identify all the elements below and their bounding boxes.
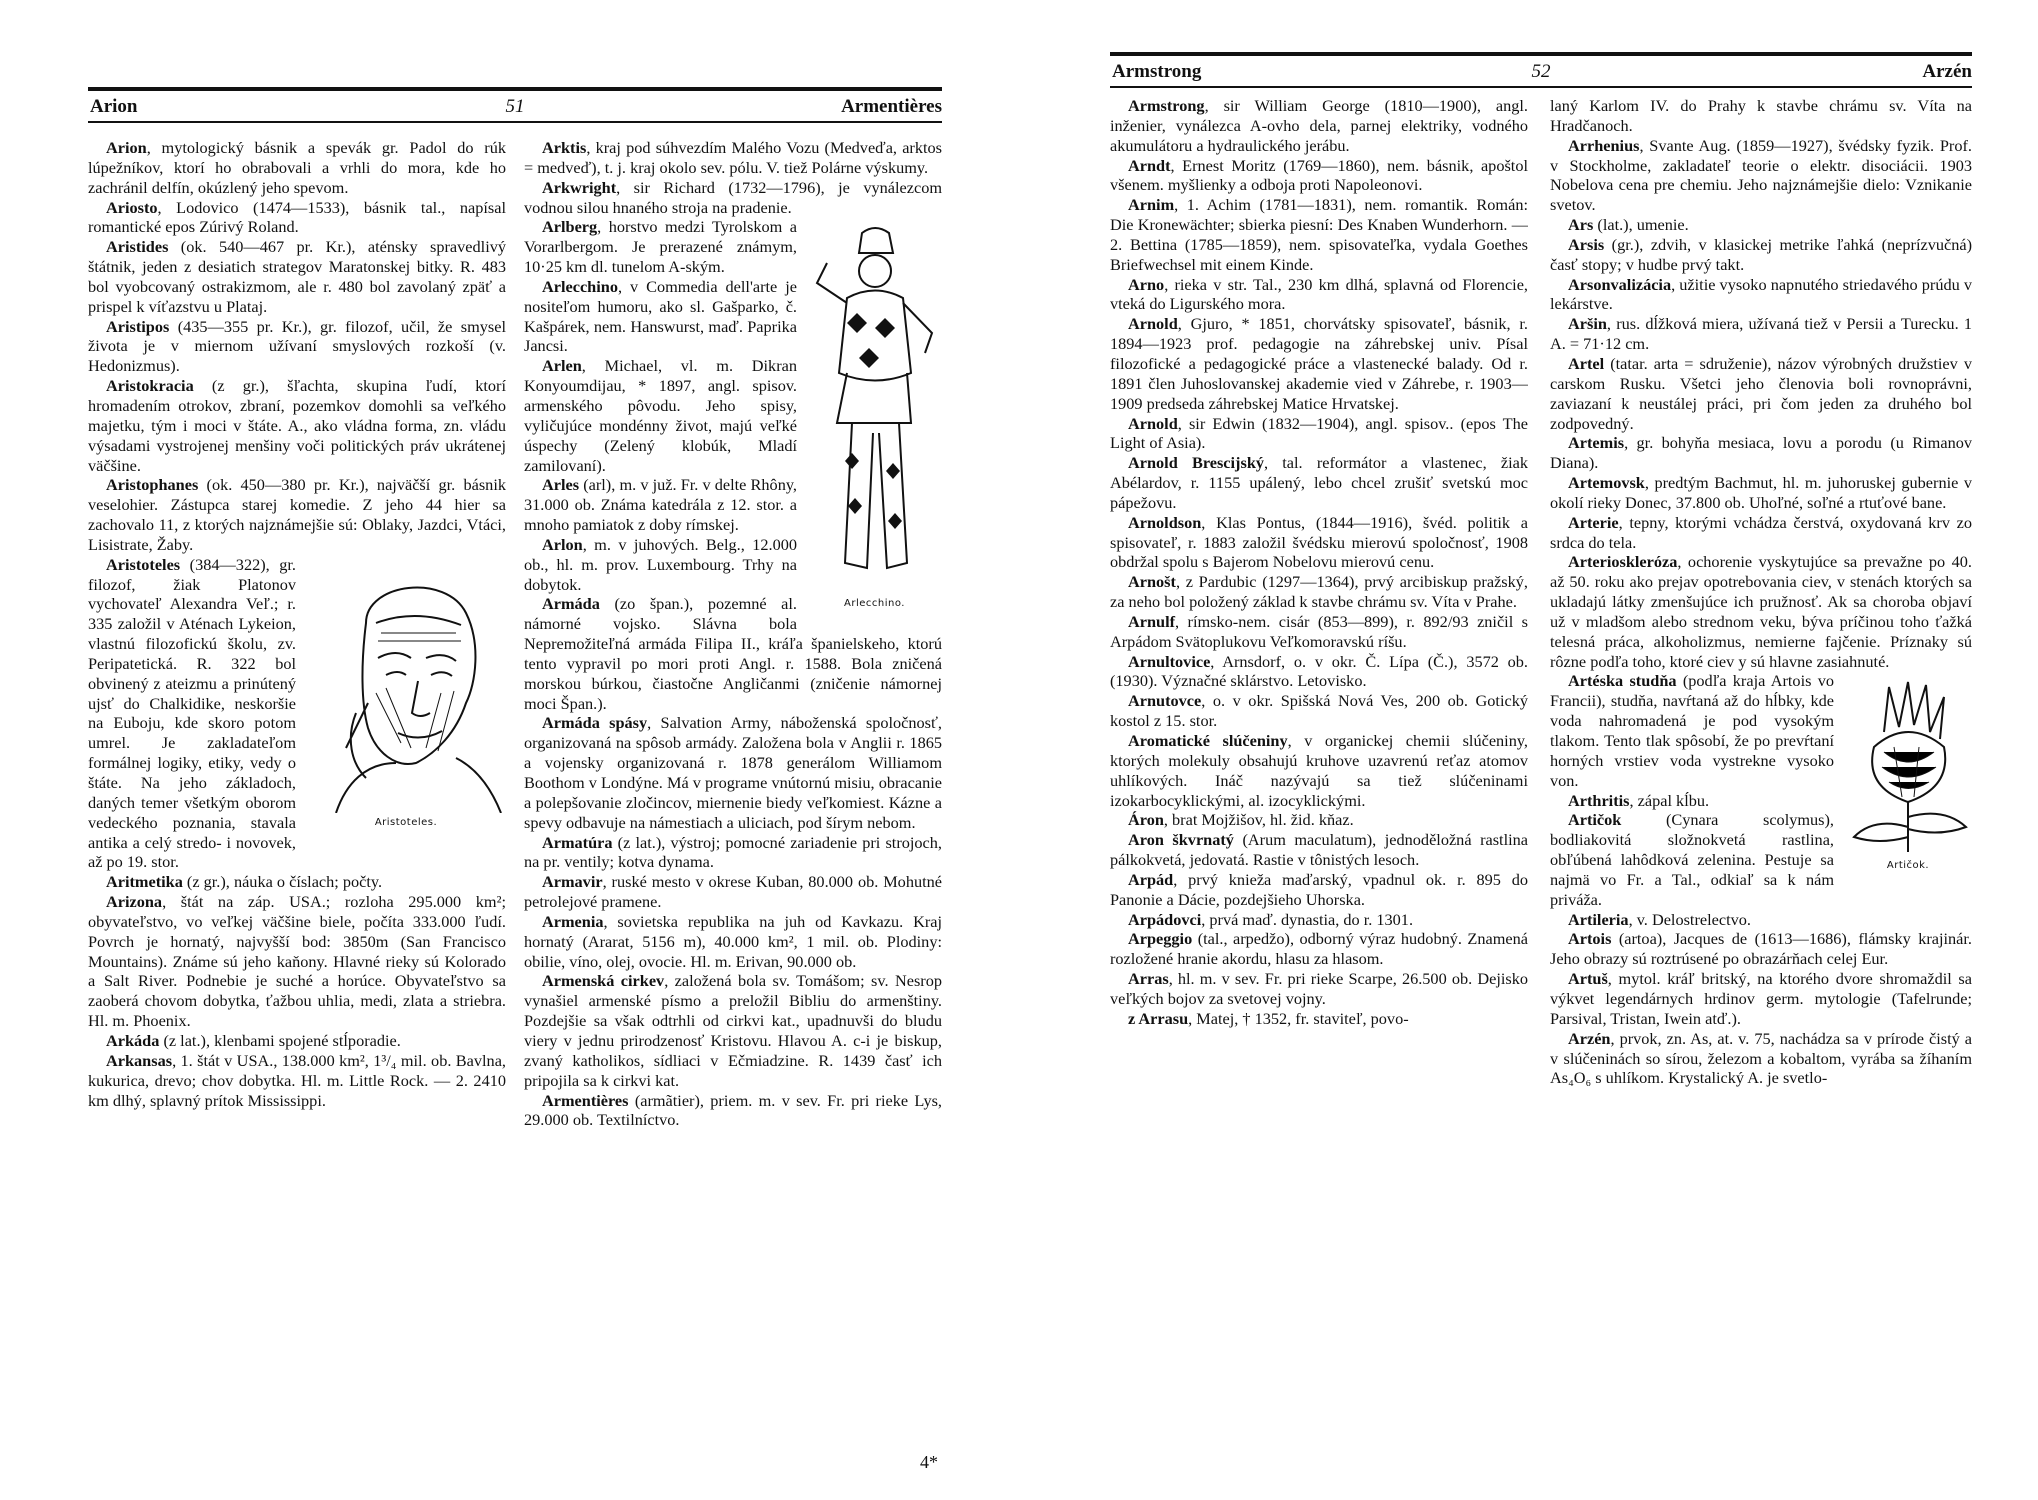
dictionary-entry bbox=[88, 138, 506, 198]
entry-text: , Gjuro, * 1851, chorvátsky spisovateľ, básnik, r. 1894—1923 prof. pedagogie na záhrebskej univ. Písal filozofické a pedagogické práce a vlastenecké balady. Od r. 1891 člen Juhoslovanskej akademie vied v Záhrebe, r. 1903—1909 predseda záhrebskej Matice Hrvatskej. bbox=[1110, 314, 1528, 413]
entry-text: , v Commedia dell'arte je nositeľom humoru, ako sl. Gašparko, č. Kašpárek, nem. Hanswurst, maď. Paprika Jancsi. bbox=[524, 276, 797, 356]
dictionary-entry bbox=[524, 971, 942, 1090]
header-last-word: Arzén bbox=[1922, 61, 1972, 82]
entry-headword: Aromatické slúčeniny bbox=[1128, 731, 1288, 750]
entry-headword: Artéska studňa bbox=[1568, 671, 1677, 691]
entry-text: , mytologický básnik a spevák gr. Padol do rúk lúpežníkov, ktorí ho obrabovali a vrhli do mora, kde ho zachránil delfín, okúzlený jeho spevom. bbox=[88, 138, 506, 197]
page-header bbox=[1110, 53, 1972, 83]
entry-headword: Armentières bbox=[542, 1090, 629, 1110]
entry-text: , predtým Bachmut, hl. m. juhoruskej gubernie v okolí rieky Donec, 37.800 ob. Uhoľné, soľné a rtuťové bane. bbox=[1550, 473, 1972, 512]
entry-headword: Arterioskleróza bbox=[1568, 552, 1678, 572]
entry-text: , mytol. kráľ britský, na ktorého dvore shromaždil sa výkvet legendárnych hrdinov germ. mytologie (Tafelrunde; Parsival, Tristan, Iwein atď.). bbox=[1550, 969, 1972, 1028]
entry-headword: Artuš bbox=[1568, 969, 1608, 989]
entry-headword: Aristipos bbox=[106, 316, 170, 336]
dictionary-entry bbox=[1110, 275, 1528, 315]
entry-text: , užitie vysoko napnutého striedavého prúdu v lekárstve. bbox=[1550, 274, 1972, 314]
dictionary-entry bbox=[88, 198, 506, 238]
dictionary-entry bbox=[1110, 156, 1528, 196]
dictionary-entry bbox=[1550, 969, 1972, 1029]
entry-text: , Lodovico (1474—1533), básnik tal., napísal romantické epos Zúrivý Roland. bbox=[88, 197, 506, 237]
artichoke-plant-icon bbox=[1844, 677, 1972, 857]
entry-text: , 1. štát v USA., 138.000 km², 1³/₄ mil. ob. Bavlna, kukurica, drevo; chov dobytka. Hl. m. Little Rock. — 2. 2410 km dlhý, splavný prítok Mississippi. bbox=[88, 1050, 506, 1110]
dictionary-entry bbox=[524, 872, 942, 912]
dictionary-entry bbox=[88, 376, 506, 475]
entry-headword: Arpádovci bbox=[1128, 909, 1202, 929]
entry-headword: Armatúra bbox=[542, 832, 613, 852]
dictionary-entry bbox=[1110, 910, 1528, 930]
entry-headword: Arizona bbox=[106, 892, 163, 912]
header-first-word: Armstrong bbox=[1112, 61, 1202, 82]
entry-headword: Arkáda bbox=[106, 1030, 160, 1050]
entry-headword: Artel bbox=[1568, 353, 1605, 373]
entry-headword: Arnultovice bbox=[1128, 651, 1211, 671]
dictionary-entry bbox=[1110, 1009, 1528, 1029]
entry-headword: Arlen bbox=[542, 356, 582, 376]
entry-headword: Arlecchino bbox=[542, 276, 618, 296]
entry-headword: Arno bbox=[1128, 274, 1165, 294]
entry-text: , tepny, ktorými vchádza čerstvá, oxydovaná krv zo srdca do tela. bbox=[1550, 512, 1972, 552]
dictionary-entry bbox=[1550, 354, 1972, 433]
column-left-1 bbox=[88, 138, 506, 1478]
entry-headword: Armstrong bbox=[1128, 96, 1205, 115]
entry-text: (Cynara scolymus), bodliakovitá složnokvetá rastlina, obľúbená lahôdková zelenina. Pestuje sa najmä vo Fr. a Tal., odkiaľ sa k nám priváža. bbox=[1550, 810, 1834, 909]
entry-text: (z lat.), klenbami spojené stĺporadie. bbox=[159, 1030, 401, 1050]
entry-text: , prvá maď. dynastia, do r. 1301. bbox=[1201, 909, 1414, 929]
dictionary-entry bbox=[1110, 969, 1528, 1009]
entry-headword: Arion bbox=[106, 138, 147, 157]
entry-text: (zo špan.), pozemné al. námorné vojsko. Slávna bola Nepremožiteľná armáda Filipa II., kráľa španielskeho, ktorú tento vypravil po mori proti Angl. r. 1588. Bola zničená morskou búrkou, čiastočne Angličanmi (zničenie námornej moci Špan.). bbox=[524, 594, 942, 713]
entry-headword: Arpeggio bbox=[1128, 929, 1193, 949]
entry-headword: Armáda spásy bbox=[542, 713, 648, 733]
entry-text: , zápal kĺbu. bbox=[1629, 790, 1710, 810]
entry-text: , rieka v str. Tal., 230 km dlhá, splavná od Florencie, vteká do Ligurského mora. bbox=[1110, 274, 1528, 314]
entry-headword: Arrhenius bbox=[1568, 135, 1640, 155]
entry-text: , v organickej chemii slúčeniny, ktorých molekuly obsahujú kruhove uzavrenú reťaz atomov uhlíkových. Ináč nazývajú sa tiež slúčeninami izokarbocyklickými, al. izocyklickými. bbox=[1110, 731, 1528, 810]
entry-headword: Arsis bbox=[1568, 234, 1605, 254]
entry-headword: Aristophanes bbox=[106, 475, 199, 495]
dictionary-entry bbox=[1110, 314, 1528, 413]
entry-text: , rímsko-nem. cisár (853—899), r. 892/93 zničil s Arpádom Svätoplukovu Veľkomoravskú ríšu. bbox=[1110, 611, 1528, 651]
dictionary-entry bbox=[1550, 314, 1972, 354]
dictionary-entry bbox=[88, 1031, 506, 1051]
entry-headword: Arnutovce bbox=[1128, 691, 1202, 711]
entry-headword: Armenia bbox=[542, 911, 604, 931]
page-number: 51 bbox=[505, 96, 525, 117]
figure-arlecchino bbox=[807, 223, 942, 615]
dictionary-entry bbox=[1550, 929, 1972, 969]
page-number: 52 bbox=[1531, 61, 1551, 82]
header-first-word: Arion bbox=[90, 96, 138, 117]
entry-text: , rus. dĺžková miera, užívaná tiež v Persii a Turecku. 1 A. = 71·12 cm. bbox=[1550, 314, 1972, 354]
dictionary-entry bbox=[1110, 652, 1528, 692]
dictionary-entry bbox=[524, 833, 942, 873]
dictionary-entry bbox=[88, 475, 506, 554]
column-right-2 bbox=[1550, 96, 1972, 1476]
entry-headword: Arktis bbox=[542, 138, 587, 157]
entry-headword: Ars bbox=[1568, 215, 1594, 235]
entry-text: (gr.), zdvih, v klasickej metrike ľahká (neprízvučná) časť stopy; v hudbe prvý takt. bbox=[1550, 234, 1972, 274]
entry-headword: Arnold bbox=[1128, 413, 1178, 433]
entry-text: , sir Richard (1732—1796), je vynálezcom vodnou silou hnaného stroja na pradenie. bbox=[524, 177, 942, 217]
dictionary-entry bbox=[524, 912, 942, 972]
header-underline bbox=[88, 121, 942, 123]
entry-headword: Arnošt bbox=[1128, 572, 1176, 592]
entry-headword: Arthritis bbox=[1568, 790, 1630, 810]
entry-text: , Ernest Moritz (1769—1860), nem. básnik, apoštol všenem. myšlienky a odboja proti Napoleonovi. bbox=[1110, 155, 1528, 195]
dictionary-entry bbox=[1550, 136, 1972, 215]
entry-headword: Aršin bbox=[1568, 314, 1607, 334]
dictionary-entry bbox=[1110, 195, 1528, 274]
dictionary-entry bbox=[1110, 572, 1528, 612]
dictionary-entry bbox=[1110, 453, 1528, 513]
entry-text: (435—355 pr. Kr.), gr. filozof, učil, že smysel života je v miernom užívaní smyslových rozkoší (v. Hedonizmus). bbox=[88, 316, 506, 376]
figure-articok bbox=[1844, 677, 1972, 877]
entry-text: (384—322), gr. filozof, žiak Platonov vychovateľ Alexandra Veľ.; r. 335 založil v Aténach Lykeion, vlastnú filozofickú školu, zv. Peripatetická. R. 322 bol obvinený z ateizmu a prinútený ujsť do Chalkidike, neskoršie na Euboju, kde skoro potom umrel. Je zakladateľom formálnej logiky, etiky, vedy o štáte. Na jeho základoch, daných temer všetkým oborom vedeckého poznania, stavala antika a celý stredo- i novovek, až po 19. stor. bbox=[88, 554, 296, 872]
entry-headword: Arkwright bbox=[542, 177, 617, 197]
figure-caption: Artičok. bbox=[1886, 859, 1930, 871]
entry-headword: Arnim bbox=[1128, 195, 1175, 215]
dictionary-entry bbox=[1110, 830, 1528, 870]
entry-text: , Arnsdorf, o. v okr. Č. Lípa (Č.), 3572 ob. (1930). Význačné sklárstvo. Letovisko. bbox=[1110, 651, 1528, 691]
figure-caption: Aristoteles. bbox=[374, 816, 438, 828]
entry-headword: Arlon bbox=[542, 534, 583, 554]
dictionary-entry bbox=[1550, 552, 1972, 671]
dictionary-entry bbox=[1110, 731, 1528, 810]
signature-mark: 4* bbox=[920, 1452, 938, 1472]
column-left-2 bbox=[524, 138, 942, 1478]
aristoteles-portrait-icon bbox=[306, 563, 506, 813]
dictionary-entry bbox=[1110, 929, 1528, 969]
entry-text: , brat Mojžišov, hl. žid. kňaz. bbox=[1163, 810, 1354, 830]
entry-text: , v. Delostrelectvo. bbox=[1628, 909, 1751, 929]
dictionary-entry bbox=[524, 178, 942, 218]
entry-headword: Arsonvalizácia bbox=[1568, 274, 1672, 294]
entry-text: , sir William George (1810—1900), angl. inženier, vynálezca A-ovho dela, parnej elektriky, vodného akumulátoru a hydraulického jerábu. bbox=[1110, 96, 1528, 155]
entry-text: , 1. Achim (1781—1831), nem. romantik. Román: Die Kronewächter; sbierka piesní: Des Knaben Wunderhorn. — 2. Bettina (1785—1859), nem. spisovateľka, vydala Goethes Briefwechsel mit einem Kinde. bbox=[1110, 195, 1528, 274]
figure-aristoteles bbox=[306, 563, 506, 835]
entry-headword: Aron škvrnatý bbox=[1128, 830, 1234, 850]
dictionary-entry bbox=[1550, 433, 1972, 473]
entry-headword: Artemis bbox=[1568, 433, 1625, 453]
entry-text: , kraj pod súhvezdím Malého Vozu (Medveďa, arktos = medveď), t. j. kraj okolo sev. pólu. V. tiež Polárne výskumy. bbox=[524, 138, 942, 177]
entry-text: (arl), m. v juž. Fr. v delte Rhôny, 31.000 ob. Známa katedrála z 12. stor. a mnoho pamiatok z doby rímskej. bbox=[524, 475, 797, 535]
dictionary-entry bbox=[88, 317, 506, 377]
entry-text: (z gr.), náuka o číslach; počty. bbox=[182, 872, 383, 892]
entry-headword: Aristokracia bbox=[106, 376, 194, 396]
entry-text: , Svante Aug. (1859—1927), švédsky fyzik. Prof. v Stockholme, zakladateľ teorie o elektr. disociácii. 1903 Nobelova cena pre chemiu. Jeho najznámejšie dielo: Vznikanie svetov. bbox=[1550, 135, 1972, 215]
entry-text: , ochorenie vyskytujúce sa prevažne po 40. až 50. roku ako prejav opotrebovania ciev, v stenách ktorých sa ukladajú látky zmenšujúce ich pružnosť. Ak sa choroba objaví už v mladšom alebo strednom veku, býva príčinou toho ťažká telesná práca, alkoholizmus, nemierne fajčenie. Príznaky sú rôzne podľa toho, ktoré ciev y sú hlavne zasiahnuté. bbox=[1550, 552, 1972, 671]
dictionary-entry bbox=[1550, 473, 1972, 513]
entry-text: , Salvation Army, náboženská spoločnosť, organizovaná na spôsob armády. Založena bola v Anglii r. 1865 a vojensky organizovaná r. 1878 generálom Williamom Boothom v Londýne. Má v programe vnútornú misiu, obracanie a polepšovanie zločincov, miernenie biedy veľkomiest. Kázne a spevy odbavuje na námestiach a uliciach, pod šírym nebom. bbox=[524, 713, 942, 832]
entry-text: , Klas Pontus, (1844—1916), švéd. politik a spisovateľ, r. 1883 založil švédsku mierovú spoločnosť, 1908 obdržal spolu s Bajerom Nobelovu mierovú cenu. bbox=[1110, 512, 1528, 572]
dictionary-entry bbox=[524, 713, 942, 832]
dictionary-entry bbox=[1110, 870, 1528, 910]
entry-headword: Artičok bbox=[1568, 810, 1622, 830]
entry-headword: Ariosto bbox=[106, 197, 158, 217]
entry-text: , prvý knieža maďarský, vpadnul ok. r. 895 do Panonie a Dácie, pozdejšieho Uhorska. bbox=[1110, 869, 1528, 909]
entry-text: (artoa), Jacques de (1613—1686), flámsky krajinár. Jeho obrazy sú roztrúsené po obrazárňach celej Eur. bbox=[1550, 929, 1972, 969]
entry-text: (lat.), umenie. bbox=[1593, 215, 1689, 235]
entry-headword: Arpád bbox=[1128, 869, 1174, 889]
dictionary-entry bbox=[1110, 612, 1528, 652]
entry-text: , tal. reformátor a vlastenec, žiak Abélardov, r. 1155 upálený, lebo chcel zrušiť svetskú moc pápežovu. bbox=[1110, 453, 1528, 512]
entry-text: , horstvo medzi Tyrolskom a Vorarlbergom. Je prerazené známym, 10·25 km dl. tunelom A-ským. bbox=[524, 217, 797, 277]
dictionary-entry bbox=[1550, 96, 1972, 136]
entry-text: , ruské mesto v okrese Kuban, 80.000 ob. Mohutné petrolejové pramene. bbox=[524, 872, 942, 912]
dictionary-entry bbox=[88, 892, 506, 1031]
entry-text: (ok. 540—467 pr. Kr.), aténsky spravedlivý štátnik, jeden z desiatich strategov Maratonskej bitky. R. 483 bol vyobcovaný ostrakizmom, ale r. 480 bol zavolaný zpäť a prispel k víťazstvu u Plataj. bbox=[88, 237, 506, 316]
entry-text: , z Pardubic (1297—1364), prvý arcibiskup pražský, za neho bol položený základ k stavbe chrámu sv. Víta v Prahe. bbox=[1110, 572, 1528, 612]
entry-headword: Arkansas bbox=[106, 1050, 173, 1070]
dictionary-entry bbox=[1110, 96, 1528, 156]
dictionary-entry bbox=[1550, 275, 1972, 315]
entry-text: , m. v juhových. Belg., 12.000 ob., hl. m. prov. Luxembourg. Trhy na dobytok. bbox=[524, 534, 797, 594]
entry-headword: Aristoteles bbox=[106, 554, 181, 574]
header-last-word: Armentières bbox=[841, 96, 942, 117]
arlecchino-figure-icon bbox=[807, 223, 942, 593]
entry-headword: Artemovsk bbox=[1568, 473, 1645, 493]
dictionary-entry bbox=[88, 872, 506, 892]
entry-text: , sovietska republika na juh od Kavkazu. Kraj hornatý (Ararat, 5156 m), 40.000 km², 1 mil. ob. Plodiny: obilie, víno, olej, ovocie. Hl. m. Erivan, 90.000 ob. bbox=[524, 911, 942, 971]
entry-text: (tatar. arta = sdruženie), názov výrobných družstiev v carskom Rusku. Všetci jeho členovia boli rovnoprávni, zaviazaní k neustálej práci, pri čom jeden za druhého bol zodpovedný. bbox=[1550, 353, 1972, 433]
entry-text: , založená bola sv. Tomášom; sv. Nesrop vynašiel armenské písmo a preložil Bibliu do armenštiny. Pozdejšie sa však odtrhli od cirkvi kat., upadnuvši do bludu viery v jednu prirodzenosť Kristovu. Hlavou A. c-i je biskup, zvaný katholikos, sídliaci v Ečmiadzine. R. 1439 časť ich pripojila sa k cirkvi kat. bbox=[524, 971, 942, 1090]
entry-text: , gr. bohyňa mesiaca, lovu a porodu (u Rimanov Diana). bbox=[1550, 433, 1972, 473]
entry-text: (ok. 450—380 pr. Kr.), najväčší gr. básnik veselohier. Zástupca starej komedie. Z jeho 44 hier sa zachovalo 11, z ktorých najznámejšie sú: Oblaky, Jazdci, Vtáci, Lisistrate, Žaby. bbox=[88, 475, 506, 554]
entry-text: laný Karlom IV. do Prahy k stavbe chrámu sv. Víta na Hradčanoch. bbox=[1550, 96, 1972, 135]
dictionary-entry bbox=[524, 1091, 942, 1131]
entry-headword: Arterie bbox=[1568, 512, 1619, 532]
entry-text: , štát na záp. USA.; rozloha 295.000 km²; obyvateľstvo, vo veľkej väčšine biele, počíta 333.000 ľudí. Povrch je hornatý, najvyšší bod: 3850m (San Francisco Mountains). Známe sú jeho kaňony. Hlavné rieky sú Kolorado a Salt River. Podnebie je suché a horúce. Obyvateľstvo sa zaoberá chovom dobytka, ťažbou uhlia, medi, zlata a striebra. Hl. m. Phoenix. bbox=[88, 892, 506, 1031]
dictionary-entry bbox=[1110, 691, 1528, 731]
dictionary-entry bbox=[1110, 414, 1528, 454]
entry-text: , Matej, † 1352, fr. staviteľ, povo- bbox=[1188, 1008, 1409, 1028]
entry-headword: Arzén bbox=[1568, 1028, 1611, 1048]
entry-headword: Aristides bbox=[106, 237, 169, 257]
dictionary-entry bbox=[88, 237, 506, 316]
entry-headword: Arndt bbox=[1128, 155, 1171, 175]
header-underline bbox=[1110, 86, 1972, 88]
entry-text: (podľa kraja Artois vo Francii), studňa, navŕtaná až do hĺbky, kde voda nahromadená je pod vysokým tlakom. Tento tlak spôsobí, že po prevŕtaní horných vrstiev voda vystrekne vysoko von. bbox=[1550, 671, 1834, 790]
dictionary-entry bbox=[1110, 513, 1528, 573]
entry-text: , o. v okr. Spišská Nová Ves, 200 ob. Gotický kostol z 15. stor. bbox=[1110, 691, 1528, 731]
entry-text: , hl. m. v sev. Fr. pri rieke Scarpe, 26.500 ob. Dejisko veľkých bojov za svetovej vojny. bbox=[1110, 969, 1528, 1008]
entry-headword: Arnold bbox=[1128, 314, 1178, 334]
entry-headword: z Arrasu bbox=[1128, 1008, 1189, 1028]
entry-headword: Áron bbox=[1128, 810, 1164, 830]
entry-headword: Artois bbox=[1568, 929, 1612, 949]
entry-headword: Armenská cirkev bbox=[542, 971, 665, 991]
entry-text: (armãtier), priem. m. v sev. Fr. pri rieke Lys, 29.000 ob. Textilníctvo. bbox=[524, 1090, 942, 1130]
dictionary-entry bbox=[1550, 513, 1972, 553]
entry-text: (Arum maculatum), jednoděložná rastlina pálkokvetá, jedovatá. Rastie v tônistých lesoch. bbox=[1110, 830, 1528, 870]
entry-headword: Arles bbox=[542, 475, 580, 495]
dictionary-entry bbox=[1550, 215, 1972, 235]
entry-headword: Arlberg bbox=[542, 217, 598, 237]
entry-text: , prvok, zn. As, at. v. 75, nachádza sa v prírode čistý a v slúčeninách so sírou, železom a kobaltom, vyrába sa žíhaním As₄O₆ s uhlíkom. Krystalický A. je svetlo- bbox=[1550, 1028, 1972, 1088]
figure-caption: Arlecchino. bbox=[844, 597, 905, 609]
entry-text: (z gr.), šľachta, skupina ľudí, ktorí hromadením otrokov, zbraní, pozemkov domohli sa veľkého majetku, tým i moci v štáte. A., ako vládna forma, zn. vládu výsadami vystrojenej menšiny voči politických práv ukrátenej väčšine. bbox=[88, 376, 506, 475]
entry-headword: Arnoldson bbox=[1128, 512, 1202, 532]
entry-headword: Arras bbox=[1128, 969, 1169, 989]
entry-headword: Aritmetika bbox=[106, 872, 183, 892]
dictionary-entry bbox=[1550, 235, 1972, 275]
entry-headword: Armáda bbox=[542, 594, 600, 614]
entry-text: , Michael, vl. m. Dikran Konyoumdijau, * 1897, angl. spisov. armenského pôvodu. Jeho spisy, vyličujúce mondénny život, majú veľké úspechy (Zelený klobúk, Mladí zamilovaní). bbox=[524, 356, 797, 475]
entry-text: (z lat.), výstroj; pomocné zariadenie pri strojoch, na pr. ventily; kotva dynama. bbox=[524, 832, 942, 872]
dictionary-entry bbox=[88, 1051, 506, 1111]
entry-headword: Armavir bbox=[542, 872, 603, 892]
entry-headword: Arnulf bbox=[1128, 611, 1176, 631]
entry-headword: Arnold Brescijský bbox=[1128, 453, 1265, 473]
left-page bbox=[88, 0, 942, 1500]
dictionary-entry bbox=[524, 138, 942, 178]
dictionary-entry bbox=[1110, 810, 1528, 830]
dictionary-entry bbox=[1550, 1029, 1972, 1089]
right-page bbox=[1110, 0, 1972, 1500]
page-header bbox=[88, 88, 942, 118]
entry-text: (tal., arpedžo), odborný výraz hudobný. Znamená rozložené hranie akordu, hlasu za hlasom. bbox=[1110, 929, 1528, 969]
entry-text: , sir Edwin (1832—1904), angl. spisov.. (epos The Light of Asia). bbox=[1110, 413, 1528, 453]
entry-headword: Artileria bbox=[1568, 909, 1629, 929]
dictionary-entry bbox=[1550, 910, 1972, 930]
column-right-1 bbox=[1110, 96, 1528, 1476]
